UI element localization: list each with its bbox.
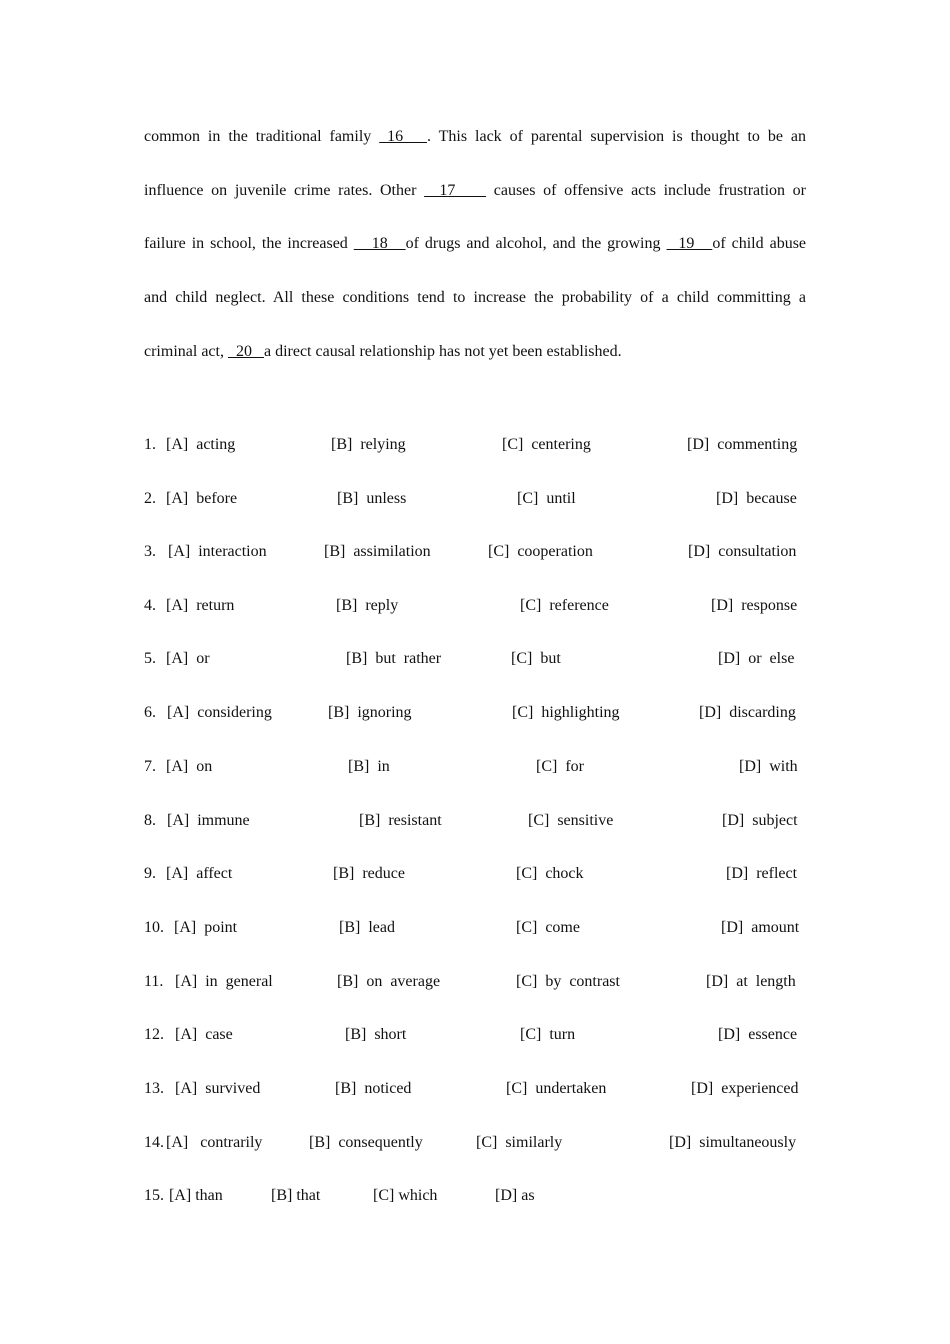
- question-row-2: [0, 488, 950, 510]
- option-c: [C] highlighting: [512, 704, 620, 721]
- passage-text: criminal act,: [144, 343, 228, 360]
- question-row-4: [0, 595, 950, 617]
- option-a: [A] acting: [166, 436, 236, 453]
- option-c: [C] for: [536, 758, 584, 775]
- option-c: [C] cooperation: [488, 543, 593, 560]
- option-d: [D] experienced: [691, 1080, 799, 1097]
- option-d: [D] subject: [722, 812, 798, 829]
- question-row-12: [0, 1024, 950, 1046]
- option-d: [D] discarding: [699, 704, 796, 721]
- option-d: [D] consultation: [688, 543, 797, 560]
- option-d: [D] with: [739, 758, 798, 775]
- option-d: [D] as: [495, 1187, 535, 1204]
- question-row-15: [0, 1185, 950, 1207]
- option-b: [B] in: [348, 758, 390, 775]
- question-number: 3.: [144, 543, 156, 560]
- option-c: [C] sensitive: [528, 812, 614, 829]
- option-c: [C] turn: [520, 1026, 576, 1043]
- option-b: [B] reply: [336, 597, 399, 614]
- question-row-9: [0, 863, 950, 885]
- option-d: [D] or else: [718, 650, 795, 667]
- question-number: 9.: [144, 865, 156, 882]
- option-c: [C] which: [373, 1187, 438, 1204]
- option-c: [C] centering: [502, 436, 591, 453]
- option-b: [B] on average: [337, 973, 441, 990]
- option-d: [D] reflect: [726, 865, 798, 882]
- passage-line-1: [144, 126, 806, 148]
- option-b: [B] that: [271, 1187, 321, 1204]
- passage-text: of child abuse: [712, 235, 807, 252]
- option-a: [A] immune: [167, 812, 250, 829]
- option-a: [A] considering: [167, 704, 272, 721]
- option-a: [A] affect: [166, 865, 233, 882]
- option-c: [C] undertaken: [506, 1080, 607, 1097]
- option-a: [A] contrarily: [166, 1134, 263, 1151]
- option-a: [A] before: [166, 490, 238, 507]
- option-a: [A] than: [169, 1187, 223, 1204]
- question-number: 14.: [144, 1134, 164, 1151]
- passage-text: of drugs and alcohol, and the growing: [405, 235, 667, 252]
- question-number: 10.: [144, 919, 164, 936]
- question-row-3: [0, 541, 950, 563]
- passage-text: influence on juvenile crime rates. Other: [144, 182, 425, 199]
- question-row-6: [0, 702, 950, 724]
- option-d: [D] amount: [721, 919, 800, 936]
- option-a: [A] case: [175, 1026, 233, 1043]
- passage-line-4: [144, 287, 806, 309]
- question-row-10: [0, 917, 950, 939]
- question-number: 12.: [144, 1026, 164, 1043]
- blank-19: 19: [666, 235, 713, 252]
- option-d: [D] because: [716, 490, 797, 507]
- option-b: [B] lead: [339, 919, 395, 936]
- question-number: 8.: [144, 812, 156, 829]
- blank-16: 16: [379, 128, 427, 145]
- option-c: [C] come: [516, 919, 580, 936]
- question-number: 5.: [144, 650, 156, 667]
- blank-18: 18: [353, 235, 406, 252]
- question-row-5: [0, 648, 950, 670]
- question-number: 15.: [144, 1187, 164, 1204]
- option-c: [C] by contrast: [516, 973, 620, 990]
- option-a: [A] on: [166, 758, 213, 775]
- option-a: [A] point: [174, 919, 238, 936]
- passage-line-5: [144, 341, 806, 363]
- question-number: 11.: [144, 973, 164, 990]
- option-d: [D] at length: [706, 973, 796, 990]
- option-a: [A] interaction: [168, 543, 267, 560]
- question-number: 4.: [144, 597, 156, 614]
- passage-line-2: [144, 180, 806, 202]
- option-d: [D] essence: [718, 1026, 798, 1043]
- passage-line-3: [144, 233, 806, 255]
- passage-text: a direct causal relationship has not yet been established.: [263, 343, 622, 360]
- question-row-7: [0, 756, 950, 778]
- passage-text: common in the traditional family: [144, 128, 380, 145]
- passage-text: and child neglect. All these conditions tend to increase the probability of a child committing a: [144, 289, 806, 306]
- passage-text: failure in school, the increased: [144, 235, 354, 252]
- option-b: [B] ignoring: [328, 704, 412, 721]
- question-number: 13.: [144, 1080, 164, 1097]
- option-a: [A] return: [166, 597, 235, 614]
- option-c: [C] reference: [520, 597, 609, 614]
- question-number: 2.: [144, 490, 156, 507]
- option-c: [C] chock: [516, 865, 584, 882]
- option-a: [A] survived: [175, 1080, 261, 1097]
- option-a: [A] or: [166, 650, 210, 667]
- question-row-13: [0, 1078, 950, 1100]
- question-row-1: [0, 434, 950, 456]
- question-number: 7.: [144, 758, 156, 775]
- option-d: [D] simultaneously: [669, 1134, 797, 1151]
- option-b: [B] noticed: [335, 1080, 412, 1097]
- option-b: [B] reduce: [333, 865, 405, 882]
- question-number: 6.: [144, 704, 156, 721]
- option-b: [B] short: [345, 1026, 407, 1043]
- blank-20: 20: [227, 343, 264, 360]
- option-d: [D] commenting: [687, 436, 798, 453]
- passage-text: causes of offensive acts include frustration or: [486, 182, 807, 199]
- question-row-11: [0, 971, 950, 993]
- option-b: [B] consequently: [309, 1134, 423, 1151]
- option-c: [C] but: [511, 650, 561, 667]
- option-b: [B] assimilation: [324, 543, 431, 560]
- option-b: [B] resistant: [359, 812, 442, 829]
- option-c: [C] similarly: [476, 1134, 563, 1151]
- question-number: 1.: [144, 436, 156, 453]
- option-b: [B] relying: [331, 436, 406, 453]
- passage-text: . This lack of parental supervision is thought to be an: [426, 128, 807, 145]
- question-row-14: [0, 1132, 950, 1154]
- blank-17: 17: [424, 182, 487, 199]
- option-b: [B] unless: [337, 490, 407, 507]
- option-c: [C] until: [517, 490, 576, 507]
- option-a: [A] in general: [175, 973, 273, 990]
- option-d: [D] response: [711, 597, 798, 614]
- question-row-8: [0, 810, 950, 832]
- option-b: [B] but rather: [346, 650, 442, 667]
